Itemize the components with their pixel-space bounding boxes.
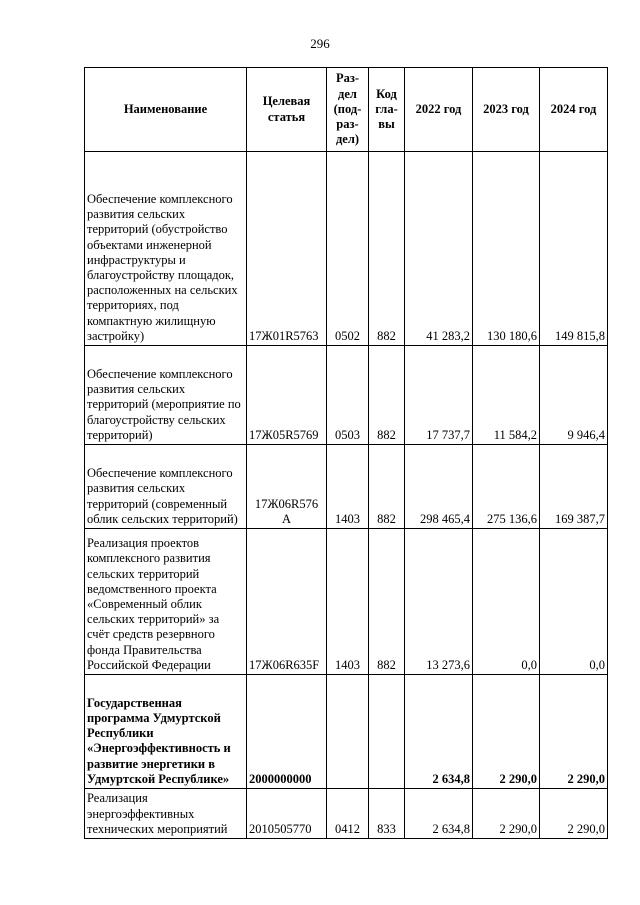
row-name: Обеспечение комплексного развития сельских территорий (мероприятие по благоустройству сельских территорий) xyxy=(85,346,247,445)
row-target: 2010505770 xyxy=(247,789,327,839)
row-chapter: 882 xyxy=(369,529,405,675)
row-2023: 130 180,6 xyxy=(473,152,540,346)
row-target: 17Ж06R576 А xyxy=(247,445,327,529)
page-number: 296 xyxy=(310,36,330,51)
budget-table xyxy=(84,67,608,839)
row-chapter: 882 xyxy=(369,346,405,445)
row-section: 1403 xyxy=(327,529,369,675)
row-name: Обеспечение комплексного развития сельских территорий (обустройство объектами инженерной инфраструктуры и благоустройству площадок, расположенных на сельских территориях, под компактную жилищную застройку) xyxy=(85,152,247,346)
header-2023: 2023 год xyxy=(473,68,540,152)
row-section: 0503 xyxy=(327,346,369,445)
header-2024: 2024 год xyxy=(540,68,608,152)
row-2023: 275 136,6 xyxy=(473,445,540,529)
table-row xyxy=(85,529,608,675)
table-row xyxy=(85,152,608,346)
row-name: Государственная программа Удмуртской Республики «Энергоэффективность и развитие энергетики в Удмуртской Республике» xyxy=(85,675,247,789)
row-2023: 2 290,0 xyxy=(473,675,540,789)
table-row xyxy=(85,789,608,839)
header-name: Наименование xyxy=(85,68,247,152)
row-2022: 17 737,7 xyxy=(405,346,473,445)
row-2023: 2 290,0 xyxy=(473,789,540,839)
row-2023: 11 584,2 xyxy=(473,346,540,445)
table-row-program xyxy=(85,675,608,789)
row-2022: 41 283,2 xyxy=(405,152,473,346)
table-row xyxy=(85,445,608,529)
row-section xyxy=(327,675,369,789)
row-target: 17Ж01R5763 xyxy=(247,152,327,346)
row-target: 17Ж06R635F xyxy=(247,529,327,675)
row-2022: 13 273,6 xyxy=(405,529,473,675)
header-target: Целевая статья xyxy=(247,68,327,152)
row-chapter: 833 xyxy=(369,789,405,839)
row-target: 17Ж05R5769 xyxy=(247,346,327,445)
row-2022: 2 634,8 xyxy=(405,675,473,789)
row-2024: 2 290,0 xyxy=(540,789,608,839)
row-2024: 0,0 xyxy=(540,529,608,675)
row-section: 0412 xyxy=(327,789,369,839)
header-row xyxy=(85,68,608,152)
row-chapter: 882 xyxy=(369,445,405,529)
row-2024: 149 815,8 xyxy=(540,152,608,346)
row-2022: 2 634,8 xyxy=(405,789,473,839)
row-2024: 169 387,7 xyxy=(540,445,608,529)
row-name: Реализация энергоэффективных технических мероприятий xyxy=(85,789,247,839)
row-chapter xyxy=(369,675,405,789)
row-2024: 2 290,0 xyxy=(540,675,608,789)
row-2022: 298 465,4 xyxy=(405,445,473,529)
header-2022: 2022 год xyxy=(405,68,473,152)
row-target: 2000000000 xyxy=(247,675,327,789)
row-2023: 0,0 xyxy=(473,529,540,675)
header-chapter: Код гла-вы xyxy=(369,68,405,152)
row-name: Реализация проектов комплексного развития сельских территорий ведомственного проекта «Современный облик сельских территорий» за счёт средств резервного фонда Правительства Российской Федерации xyxy=(85,529,247,675)
table-row xyxy=(85,346,608,445)
header-section: Раз-дел (под-раз-дел) xyxy=(327,68,369,152)
row-2024: 9 946,4 xyxy=(540,346,608,445)
row-name: Обеспечение комплексного развития сельских территорий (современный облик сельских территорий) xyxy=(85,445,247,529)
row-section: 0502 xyxy=(327,152,369,346)
row-chapter: 882 xyxy=(369,152,405,346)
row-section: 1403 xyxy=(327,445,369,529)
